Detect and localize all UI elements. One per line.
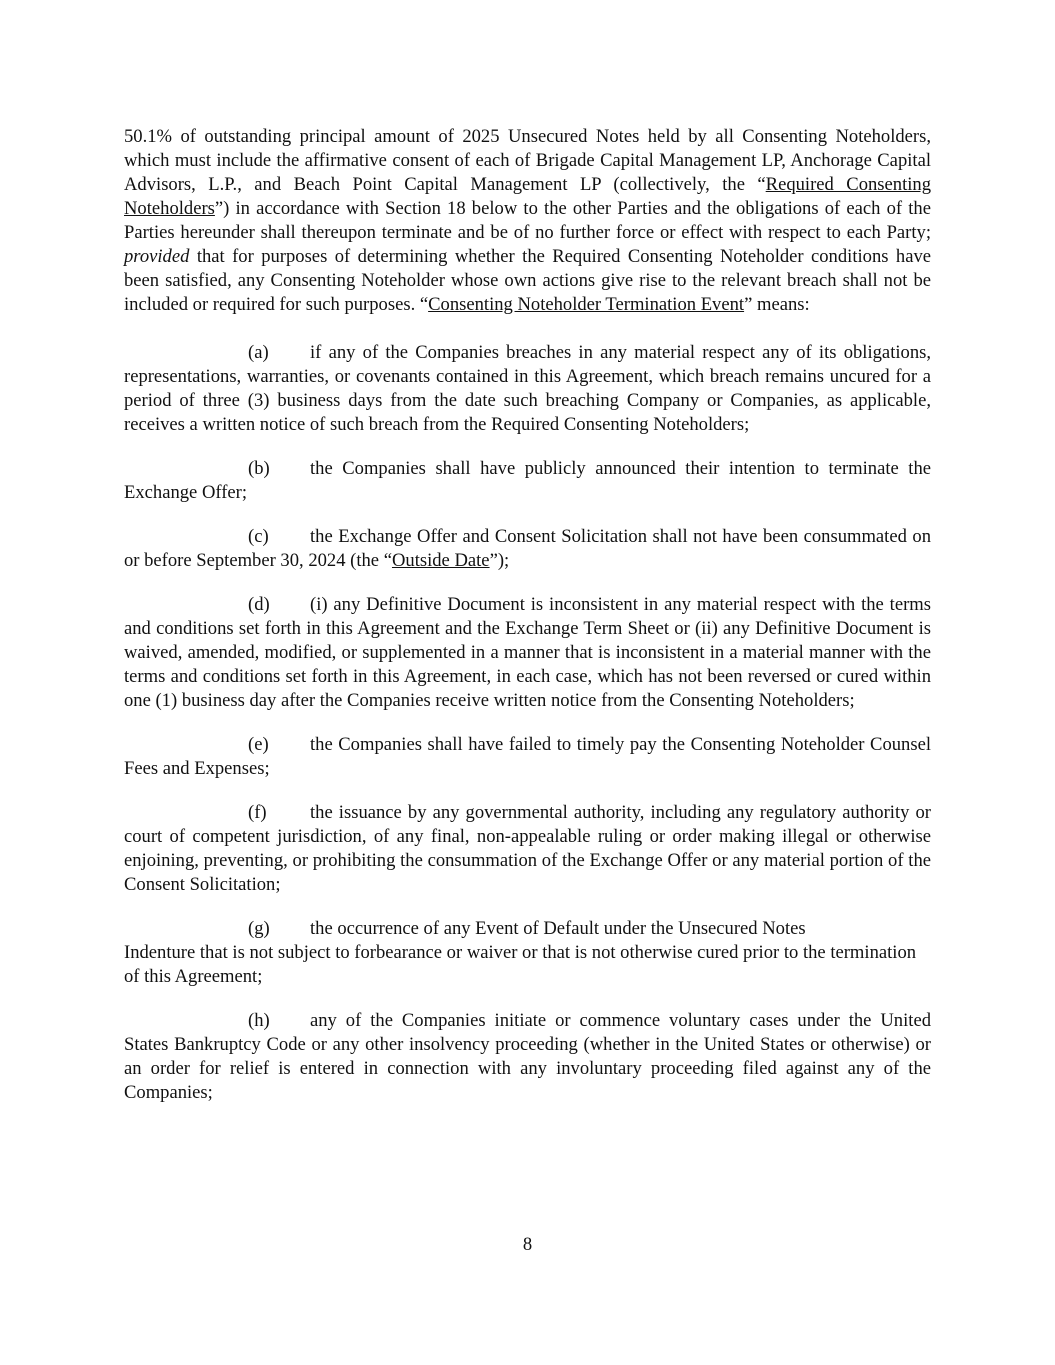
clause-text: the Companies shall have publicly announced their intention to terminate the Exchange Offer;: [124, 458, 931, 503]
clause-text: the Exchange Offer and Consent Solicitation shall not have been consummated on or before September 30, 2024 (the “: [124, 526, 931, 571]
clause-g: [124, 917, 931, 989]
clause-a: [124, 341, 931, 437]
document-page: [124, 125, 931, 1105]
clause-f: [124, 801, 931, 897]
page-number: 8: [522, 1234, 533, 1255]
clause-label: (f): [248, 802, 267, 823]
clause-h: [124, 1009, 931, 1105]
clause-text: the issuance by any governmental authority, including any regulatory authority or court of competent jurisdiction, of any final, non-appealable ruling or order making illegal or otherwise enjoining, preventing, or prohibiting the consummation of the Exchange Offer or any material portion of the Consent Solicitation;: [124, 802, 931, 895]
provided-italic: provided: [124, 246, 190, 267]
intro-paragraph: 50.1% of outstanding principal amount of 2025 Unsecured Notes held by all Consenting Noteholders, which must include the affirmative consent of each of Brigade Capital Management LP, Anchorage Capital Advisors, L.P., and Beach Point Capital Management LP (collectively, the “Required Consenting Noteholders”) in accordance with Section 18 below to the other Parties and the obligations of each of the Parties hereunder shall thereupon terminate and be of no further force or effect with respect to each Party; provided that for purposes of determining whether the Required Consenting Noteholder conditions have been satisfied, any Consenting Noteholder whose own actions give rise to the relevant breach shall not be included or required for such purposes. “Consenting Noteholder Termination Event” means:: [124, 126, 931, 315]
clause-b: [124, 457, 931, 505]
defined-term-termination-event: Consenting Noteholder Termination Event: [428, 294, 745, 315]
clause-label: (d): [248, 594, 270, 615]
defined-term-required-consenting-noteholders: Required Consenting Noteholders: [124, 174, 931, 219]
clause-label: (b): [248, 458, 270, 479]
clause-c: (c) the Exchange Offer and Consent Solicitation shall not have been consummated on or before September 30, 2024 (the “Outside Date”);: [124, 526, 931, 571]
clause-label: (h): [248, 1010, 270, 1031]
clause-d: [124, 593, 931, 713]
clause-text: the Companies shall have failed to timely pay the Consenting Noteholder Counsel Fees and Expenses;: [124, 734, 931, 779]
defined-term-outside-date: Outside Date: [391, 550, 490, 571]
clause-label: (a): [248, 342, 269, 363]
clause-e: [124, 733, 931, 781]
clause-label: (e): [248, 734, 269, 755]
clause-text: (i) any Definitive Document is inconsistent in any material respect with the terms and conditions set forth in this Agreement and the Exchange Term Sheet or (ii) any Definitive Document is waived, amended, modified, or supplemented in a manner that is inconsistent in a material manner with the terms and conditions set forth in this Agreement, in each case, which has not been reversed or cured within one (1) business day after the Companies receive written notice from the Consenting Noteholders;: [124, 594, 931, 711]
clause-text: if any of the Companies breaches in any material respect any of its obligations, representations, warranties, or covenants contained in this Agreement, which breach remains uncured for a period of three (3) business days from the date such breaching Company or Companies, as applicable, receives a written notice of such breach from the Required Consenting Noteholders;: [124, 342, 931, 435]
clause-label: (c): [248, 526, 269, 547]
clause-label: (g): [248, 918, 270, 939]
clause-text: any of the Companies initiate or commence voluntary cases under the United States Bankruptcy Code or any other insolvency proceeding (whether in the United States or otherwise) or an order for relief is entered in connection with any involuntary proceeding filed against any of the Companies;: [124, 1010, 931, 1103]
clause-text-line2: Indenture that is not subject to forbearance or waiver or that is not otherwise cured prior to the termination of this Agreement;: [124, 942, 917, 987]
clause-text-line1: the occurrence of any Event of Default under the Unsecured Notes: [310, 918, 806, 939]
